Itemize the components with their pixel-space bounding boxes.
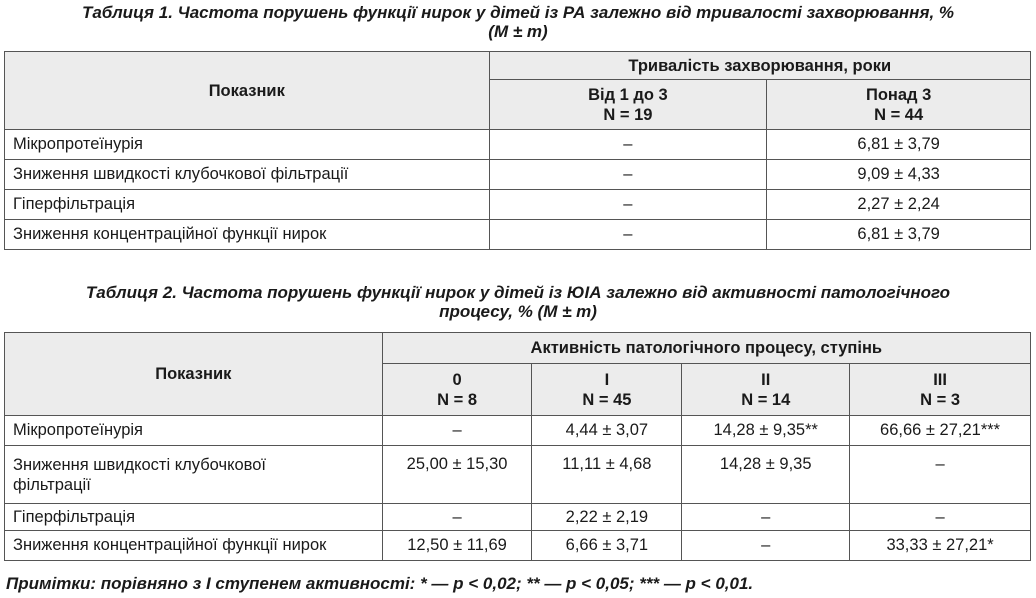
footnote: Примітки: порівняно з І ступенем активності: * — р < 0,02; ** — р < 0,05; *** — р < 0,01. [6,574,754,593]
cell-value: 25,00 ± 15,30 [382,446,532,504]
table2-caption-line1: Таблиця 2. Частота порушень функції нирок у дітей із ЮІА залежно від активності патологічного [85,283,951,302]
row-label-text: Гіперфільтрація [13,507,136,526]
row-label: Мікропротеїнурія [5,130,490,160]
row-label-text: Мікропротеїнурія [13,421,143,439]
cell-value: 33,33 ± 27,21* [850,531,1031,561]
table1-column-header [767,80,1031,130]
column-label: I [604,370,610,389]
table-row [5,130,1031,160]
row-label [5,504,383,531]
row-label: Зниження концентраційної функції нирок [5,220,490,250]
table-row [5,220,1031,250]
cell-value: – [850,446,1031,504]
column-label: II [761,370,771,389]
table2-group-header: Активність патологічного процесу, ступінь [382,333,1030,364]
cell-value: – [382,416,532,446]
table2-caption-line2: процесу, % (M ± m) [439,302,597,321]
row-label: Гіперфільтрація [5,190,490,220]
cell-value: 66,66 ± 27,21*** [850,416,1031,446]
row-label [5,416,383,446]
column-n: N = 19 [603,105,653,124]
row-label-text: Зниження концентраційної функції нирок [13,536,327,554]
column-label: Понад 3 [865,85,932,104]
cell-value: – [682,504,850,531]
row-label-text: фільтрації [13,475,91,494]
column-n: N = 14 [741,390,791,409]
table-row [5,160,1031,190]
cell-value: 11,11 ± 4,68 [532,446,682,504]
cell-value: – [489,190,767,220]
cell-value: 9,09 ± 4,33 [767,160,1031,190]
table2-column-header [850,364,1031,416]
table1-column-header [489,80,767,130]
table-row [5,416,1031,446]
row-label-text: Зниження швидкості клубочкової [13,455,266,474]
column-label: 0 [452,370,462,389]
cell-value: 12,50 ± 11,69 [382,531,532,561]
cell-value: – [489,220,767,250]
row-label [5,531,383,561]
table2-caption [0,283,1036,321]
column-label: Від 1 до 3 [588,85,668,104]
table2-column-header [682,364,850,416]
table2 [4,332,1031,561]
column-n: N = 44 [874,105,924,124]
row-label [5,446,383,504]
table-row [5,190,1031,220]
cell-value: 2,27 ± 2,24 [767,190,1031,220]
column-label: III [933,370,947,389]
cell-value: 6,81 ± 3,79 [767,220,1031,250]
table2-column-header [532,364,682,416]
table1-caption-line2: (M ± m) [488,22,548,41]
table2-column-header [382,364,532,416]
cell-value: 14,28 ± 9,35** [682,416,850,446]
table-row [5,446,1031,504]
cell-value: – [682,531,850,561]
table1-caption-line1: Таблиця 1. Частота порушень функції нирок у дітей із РА залежно від тривалості захворювання, % [81,3,955,22]
column-n: N = 3 [920,390,961,409]
cell-value: – [382,504,532,531]
table-row [5,531,1031,561]
table1 [4,51,1031,250]
cell-value: 2,22 ± 2,19 [532,504,682,531]
cell-value: 4,44 ± 3,07 [532,416,682,446]
table1-indicator-header: Показник [5,52,490,130]
cell-value: – [850,504,1031,531]
table1-caption [0,3,1036,41]
row-label: Зниження швидкості клубочкової фільтрації [5,160,490,190]
column-n: N = 8 [437,390,477,409]
cell-value: 6,66 ± 3,71 [532,531,682,561]
table-row [5,504,1031,531]
table1-group-header: Тривалість захворювання, роки [489,52,1030,80]
cell-value: – [489,160,767,190]
cell-value: – [489,130,767,160]
cell-value: 14,28 ± 9,35 [682,446,850,504]
cell-value: 6,81 ± 3,79 [767,130,1031,160]
table2-indicator-header: Показник [5,333,383,416]
column-n: N = 45 [582,390,632,409]
